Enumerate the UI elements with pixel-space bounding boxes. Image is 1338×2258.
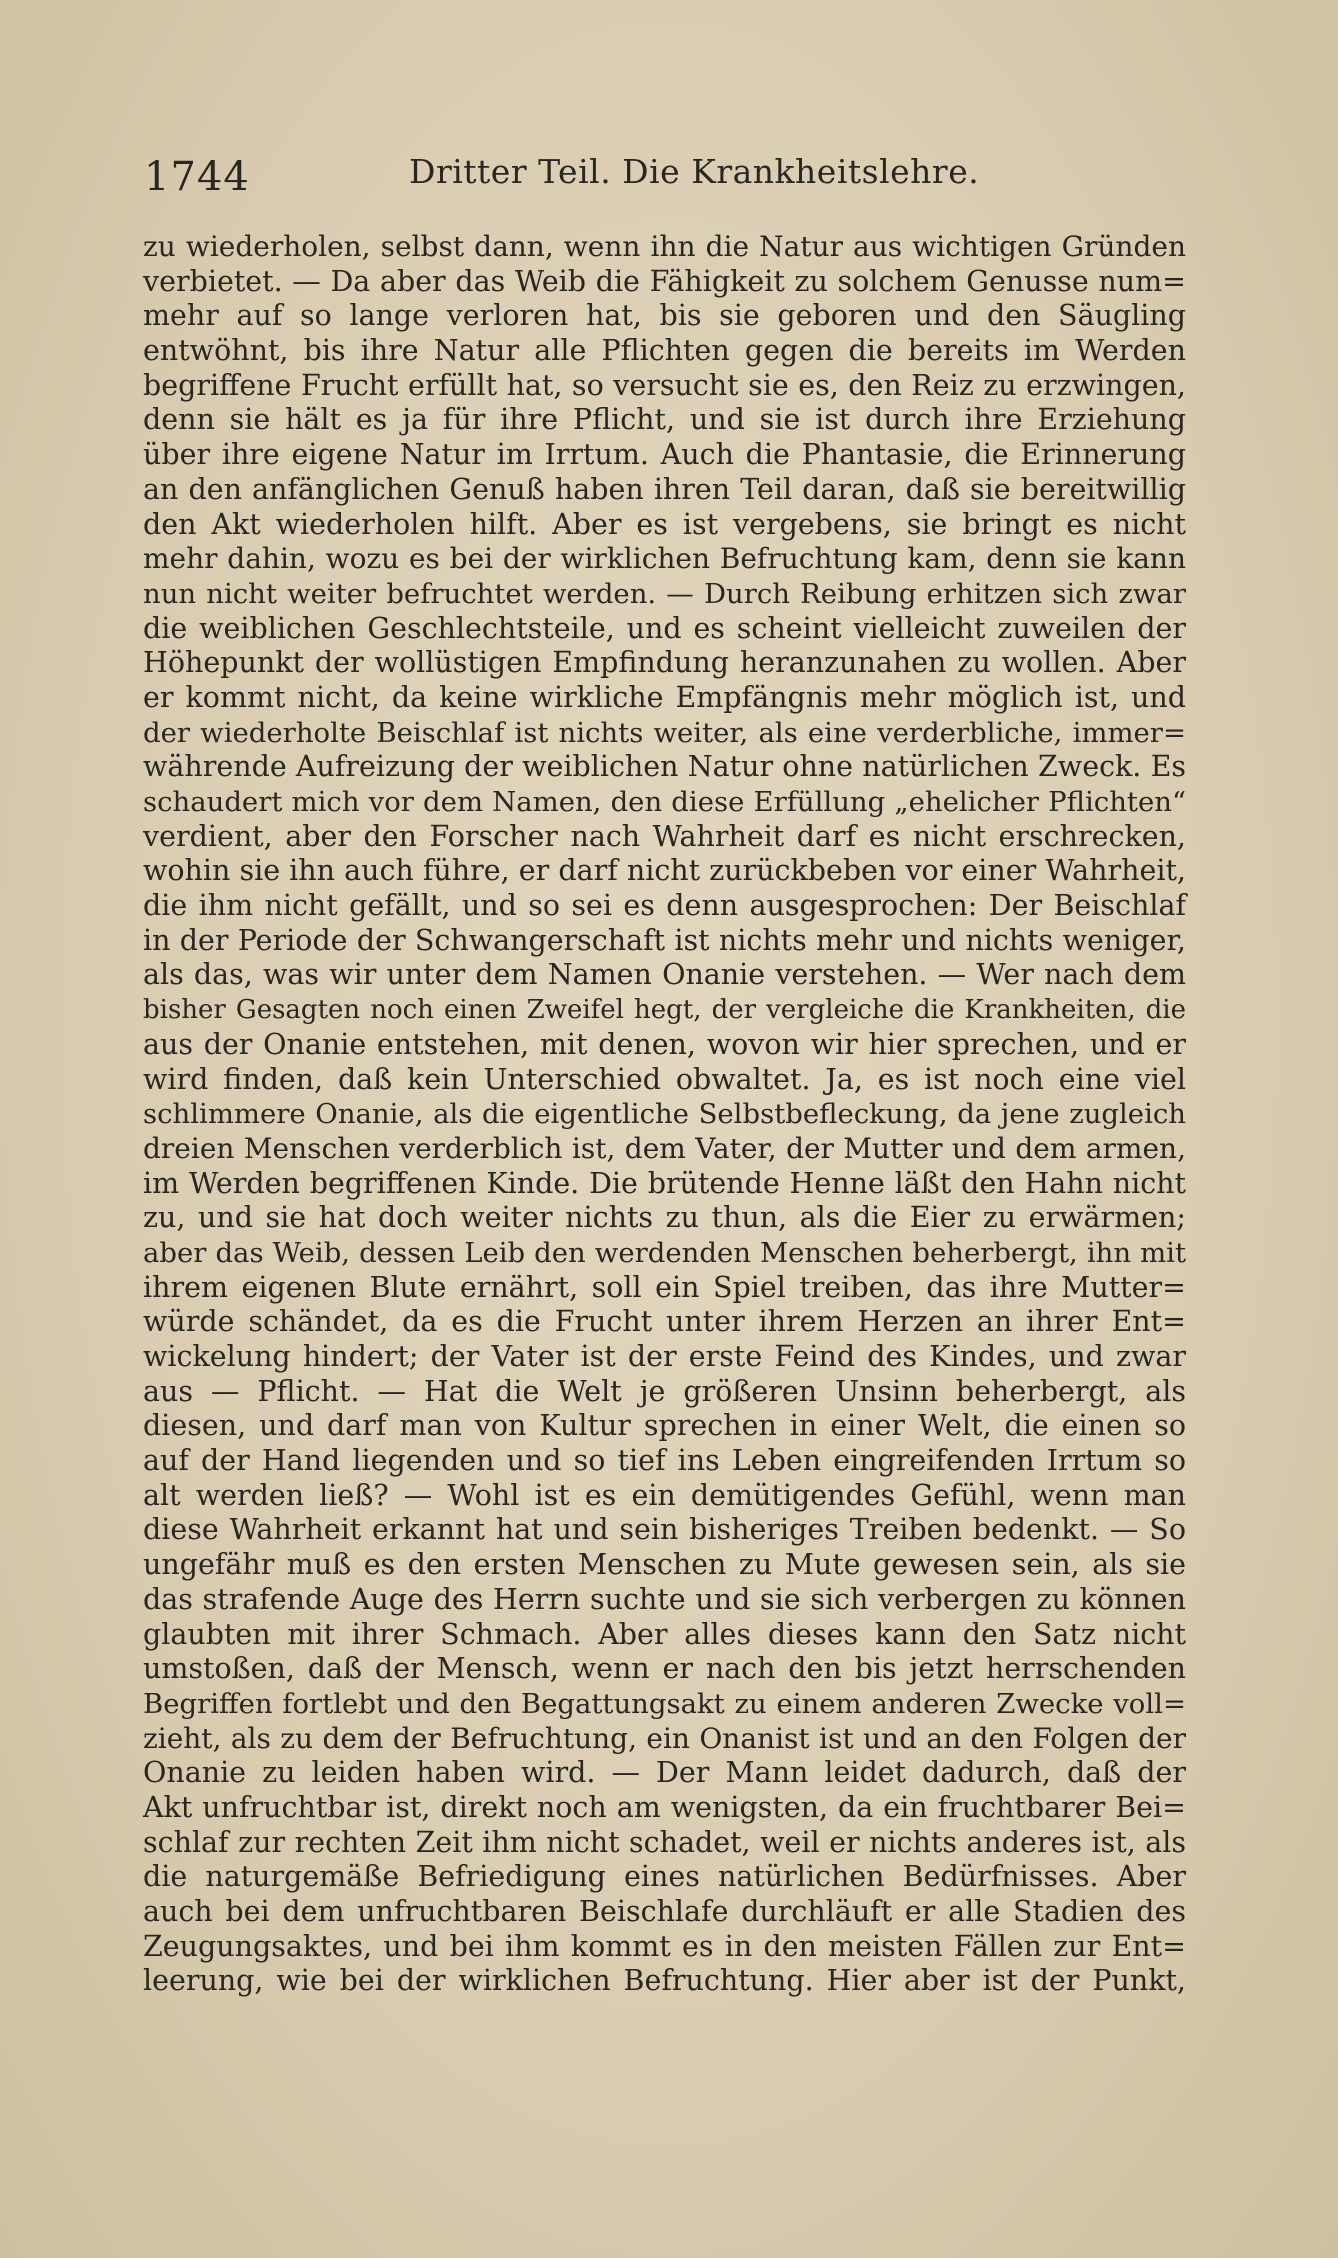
text-line: im Werden begriffenen Kinde. Die brütende Henne läßt den Hahn nicht: [143, 1166, 1186, 1200]
text-line: Zeugungsaktes, und bei ihm kommt es in den meisten Fällen zur Ent=: [143, 1929, 1186, 1963]
text-line: auf der Hand liegenden und so tief ins Leben eingreifenden Irrtum so: [143, 1444, 1186, 1478]
text-line: schlaf zur rechten Zeit ihm nicht schadet, weil er nichts anderes ist, als: [143, 1825, 1186, 1859]
text-line: die weiblichen Geschlechtsteile, und es scheint vielleicht zuweilen der: [143, 611, 1186, 645]
text-line: er kommt nicht, da keine wirkliche Empfängnis mehr möglich ist, und: [143, 680, 1186, 714]
text-line: aus der Onanie entstehen, mit denen, wovon wir hier sprechen, und er: [143, 1027, 1186, 1061]
text-line: begriffene Frucht erfüllt hat, so versucht sie es, den Reiz zu erzwingen,: [143, 368, 1186, 402]
text-line: leerung, wie bei der wirklichen Befruchtung. Hier aber ist der Punkt,: [143, 1964, 1186, 1998]
text-line: zieht, als zu dem der Befruchtung, ein Onanist ist und an den Folgen der: [143, 1721, 1186, 1755]
text-line: die ihm nicht gefällt, und so sei es denn ausgesprochen: Der Beischlaf: [143, 889, 1186, 923]
text-line: denn sie hält es ja für ihre Pflicht, und sie ist durch ihre Erziehung: [143, 403, 1186, 437]
running-head: Dritter Teil. Die Krankheitslehre.: [409, 152, 980, 191]
text-line: wickelung hindert; der Vater ist der erste Feind des Kindes, und zwar: [143, 1340, 1186, 1373]
text-line: umstoßen, daß der Mensch, wenn er nach den bis jetzt herrschenden: [143, 1652, 1186, 1686]
text-line: den Akt wiederholen hilft. Aber es ist vergebens, sie bringt es nicht: [143, 507, 1186, 541]
text-line: Akt unfruchtbar ist, direkt noch am wenigsten, da ein fruchtbarer Bei=: [143, 1790, 1186, 1824]
text-line: der wiederholte Beischlaf ist nichts weiter, als eine verderbliche, immer=: [143, 716, 1186, 749]
text-line: entwöhnt, bis ihre Natur alle Pflichten gegen die bereits im Werden: [143, 334, 1186, 368]
text-line: währende Aufreizung der weiblichen Natur ohne natürlichen Zweck. Es: [143, 750, 1186, 784]
text-line: verdient, aber den Forscher nach Wahrheit darf es nicht erschrecken,: [143, 819, 1186, 853]
text-line: Onanie zu leiden haben wird. — Der Mann leidet dadurch, daß der: [143, 1756, 1186, 1790]
page-header: [144, 150, 1194, 200]
text-line: aus — Pflicht. — Hat die Welt je größeren Unsinn beherbergt, als: [143, 1374, 1186, 1408]
text-line: aber das Weib, dessen Leib den werdenden Menschen beherbergt, ihn mit: [143, 1236, 1186, 1269]
text-line: ihrem eigenen Blute ernährt, soll ein Spiel treiben, das ihre Mutter=: [143, 1270, 1186, 1304]
text-line: mehr auf so lange verloren hat, bis sie geboren und den Säugling: [143, 299, 1186, 333]
text-line: in der Periode der Schwangerschaft ist nichts mehr und nichts weniger,: [143, 923, 1186, 957]
text-line: Begriffen fortlebt und den Begattungsakt zu einem anderen Zwecke voll=: [143, 1687, 1186, 1720]
text-line: mehr dahin, wozu es bei der wirklichen Befruchtung kam, denn sie kann: [143, 542, 1186, 576]
text-line: diesen, und darf man von Kultur sprechen in einer Welt, die einen so: [143, 1409, 1186, 1443]
text-line: wohin sie ihn auch führe, er darf nicht zurückbeben vor einer Wahrheit,: [143, 854, 1186, 888]
text-line: würde schändet, da es die Frucht unter ihrem Herzen an ihrer Ent=: [143, 1305, 1186, 1339]
body-text: [143, 230, 1186, 1999]
text-line: auch bei dem unfruchtbaren Beischlafe durchläuft er alle Stadien des: [143, 1895, 1186, 1928]
text-line: zu, und sie hat doch weiter nichts zu thun, als die Eier zu erwärmen;: [143, 1201, 1186, 1235]
text-line: glaubten mit ihrer Schmach. Aber alles dieses kann den Satz nicht: [143, 1617, 1186, 1651]
text-line: schaudert mich vor dem Namen, den diese Erfüllung „ehelicher Pflichten“: [143, 786, 1186, 818]
text-line: dreien Menschen verderblich ist, dem Vater, der Mutter und dem armen,: [143, 1131, 1186, 1165]
text-line: nun nicht weiter befruchtet werden. — Durch Reibung erhitzen sich zwar: [143, 577, 1186, 610]
text-line: als das, was wir unter dem Namen Onanie verstehen. — Wer nach dem: [143, 958, 1186, 992]
text-line: schlimmere Onanie, als die eigentliche Selbstbefleckung, da jene zugleich: [143, 1098, 1186, 1131]
page-number: 1744: [144, 154, 250, 200]
text-line: das strafende Auge des Herrn suchte und sie sich verbergen zu können: [143, 1582, 1186, 1616]
text-line: wird finden, daß kein Unterschied obwaltet. Ja, es ist noch eine viel: [143, 1062, 1186, 1096]
text-line: über ihre eigene Natur im Irrtum. Auch die Phantasie, die Erinnerung: [143, 438, 1186, 472]
text-line: verbietet. — Da aber das Weib die Fähigkeit zu solchem Genusse num=: [143, 264, 1186, 298]
text-line: die naturgemäße Befriedigung eines natürlichen Bedürfnisses. Aber: [143, 1860, 1186, 1894]
text-line: an den anfänglichen Genuß haben ihren Teil daran, daß sie bereitwillig: [143, 472, 1186, 506]
text-line: alt werden ließ? — Wohl ist es ein demütigendes Gefühl, wenn man: [143, 1478, 1186, 1512]
text-line: ungefähr muß es den ersten Menschen zu Mute gewesen sein, als sie: [143, 1548, 1186, 1582]
text-line: diese Wahrheit erkannt hat und sein bisheriges Treiben bedenkt. — So: [143, 1513, 1186, 1547]
text-line: zu wiederholen, selbst dann, wenn ihn die Natur aus wichtigen Gründen: [143, 230, 1186, 263]
text-line: bisher Gesagten noch einen Zweifel hegt, der vergleiche die Krankheiten, die: [143, 995, 1186, 1026]
text-line: Höhepunkt der wollüstigen Empfindung heranzunahen zu wollen. Aber: [143, 646, 1186, 680]
